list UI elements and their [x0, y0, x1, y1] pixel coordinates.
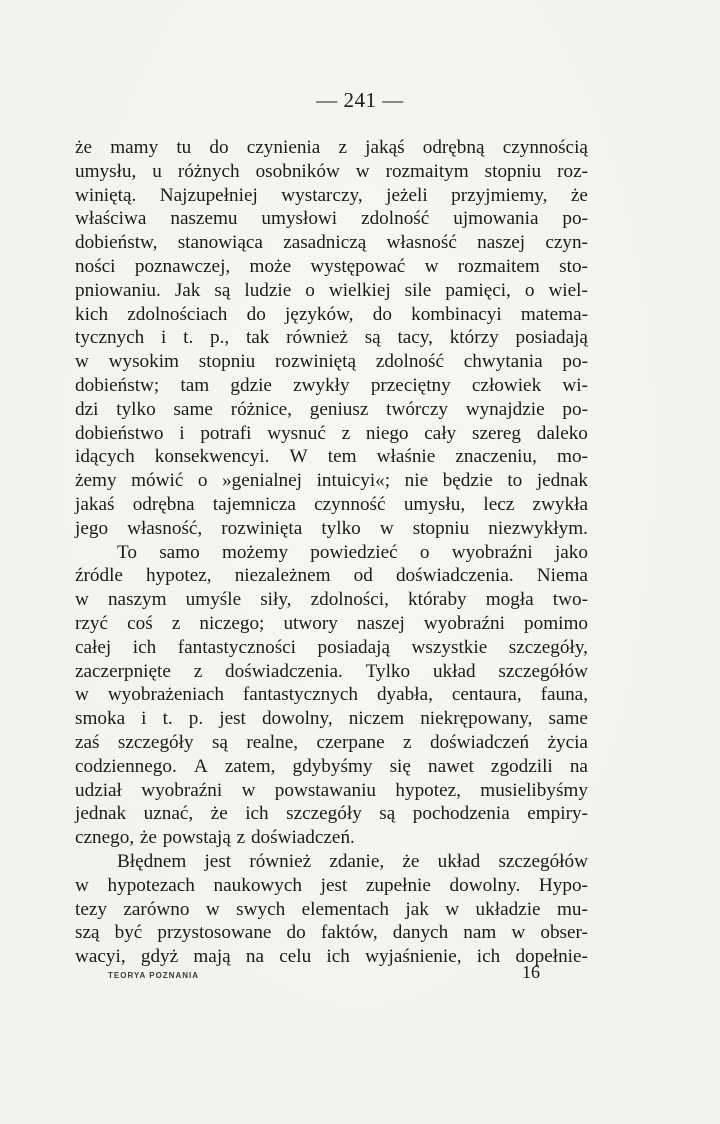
text-line: tezy zarówno w swych elementach jak w układzie mu-: [75, 898, 588, 920]
text-line: jego własność, rozwinięta tylko w stopniu niezwykłym.: [75, 517, 588, 539]
text-line: w naszym umyśle siły, zdolności, któraby mogła two-: [75, 589, 588, 611]
page-number: — 241 —: [316, 88, 404, 112]
text-line: zaczerpnięte z doświadczenia. Tylko układ szczegółów: [75, 660, 588, 682]
text-line: dzi tylko same różnice, geniusz twórczy wynajdzie po-: [75, 398, 588, 420]
sheet-number: 16: [522, 962, 540, 982]
text-line: zaś szczegóły są realne, czerpane z doświadczeń życia: [75, 731, 588, 753]
text-line: Błędnem jest również zdanie, że układ szczegółów: [117, 850, 588, 872]
text-line: całej ich fantastyczności posiadają wszystkie szczegóły,: [75, 636, 588, 658]
text-line: winiętą. Najzupełniej wystarczy, jeżeli przyjmiemy, że: [75, 184, 588, 206]
page-footer: [108, 962, 540, 983]
text-line: pniowaniu. Jak są ludzie o wielkiej sile pamięci, o wiel-: [75, 279, 588, 301]
text-line: udział wyobraźni w powstawaniu hypotez, musielibyśmy: [75, 779, 588, 801]
text-line: kich zdolnościach do języków, do kombinacyi matema-: [75, 303, 588, 325]
text-line: tycznych i t. p., tak również są tacy, którzy posiadają: [75, 327, 588, 349]
text-line: w hypotezach naukowych jest zupełnie dowolny. Hypo-: [75, 874, 588, 896]
text-line: To samo możemy powiedzieć o wyobraźni jako: [117, 541, 588, 563]
text-line: w wyobrażeniach fantastycznych dyabła, centaura, fauna,: [75, 684, 588, 706]
text-line: umysłu, u różnych osobników w rozmaitym stopniu roz-: [75, 160, 588, 182]
body-text: [75, 136, 588, 969]
text-line: żemy mówić o »genialnej intuicyi«; nie będzie to jednak: [75, 470, 588, 492]
text-line: jednak uznać, że ich szczegóły są pochodzenia empiry-: [75, 803, 588, 825]
text-line: w wysokim stopniu rozwiniętą zdolność chwytania po-: [75, 351, 588, 373]
text-line: jakaś odrębna tajemnicza czynność umysłu, lecz zwykła: [75, 493, 588, 515]
text-line: dobieństw; tam gdzie zwykły przeciętny człowiek wi-: [75, 374, 588, 396]
text-line: właściwa naszemu umysłowi zdolność ujmowania po-: [75, 208, 588, 230]
text-line: ności poznawczej, może występować w rozmaitem sto-: [75, 255, 588, 277]
text-line: dobieństwo i potrafi wysnuć z niego cały szereg daleko: [75, 422, 588, 444]
footer-signature: TEORYA POZNANIA: [108, 971, 200, 980]
text-line: że mamy tu do czynienia z jakąś odrębną czynnością: [75, 137, 588, 158]
text-line: cznego, że powstają z doświadczeń.: [75, 827, 355, 849]
text-line: szą być przystosowane do faktów, danych nam w obser-: [75, 922, 588, 944]
text-line: źródle hypotez, niezależnem od doświadczenia. Niema: [75, 565, 588, 587]
text-line: dobieństw, stanowiąca zasadniczą własność naszej czyn-: [75, 232, 588, 254]
text-line: smoka i t. p. jest dowolny, niczem niekrępowany, same: [75, 708, 588, 730]
text-line: wacyi, gdyż mają na celu ich wyjaśnienie, ich dopełnie-: [75, 946, 588, 968]
text-line: rzyć coś z niczego; utwory naszej wyobraźni pomimo: [75, 612, 588, 634]
text-line: idących konsekwencyi. W tem właśnie znaczeniu, mo-: [75, 446, 588, 468]
text-line: codziennego. A zatem, gdybyśmy się nawet zgodzili na: [75, 755, 588, 777]
